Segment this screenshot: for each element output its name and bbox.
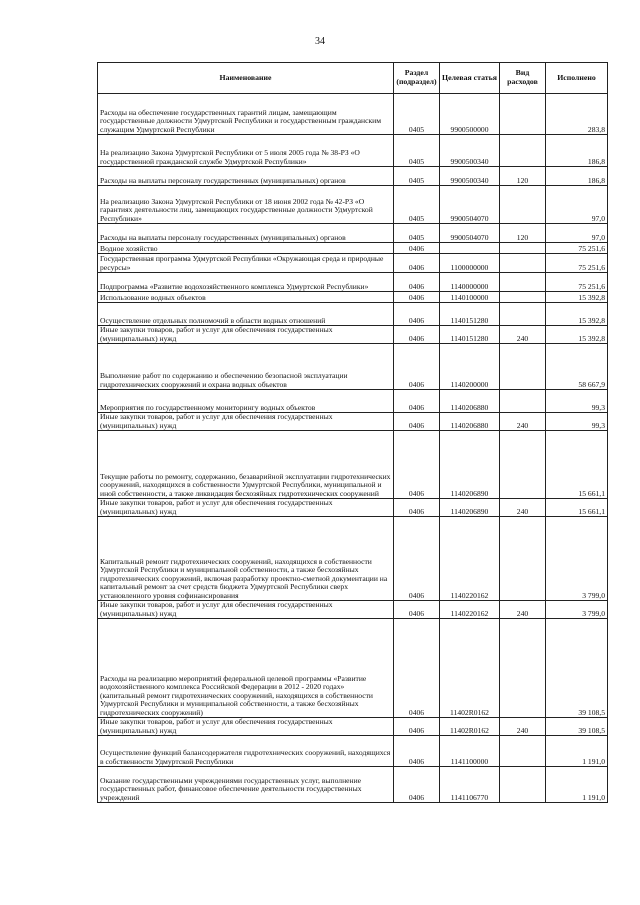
cell-type xyxy=(500,254,546,273)
cell-article: 1100000000 xyxy=(440,254,500,273)
table-row xyxy=(98,303,608,326)
cell-section: 0406 xyxy=(394,390,440,413)
cell-type xyxy=(500,767,546,803)
cell-executed: 186,8 xyxy=(546,167,608,186)
cell-executed: 15 392,8 xyxy=(546,303,608,326)
cell-type xyxy=(500,94,546,135)
cell-article: 1140151280 xyxy=(440,303,500,326)
cell-executed: 1 191,0 xyxy=(546,736,608,767)
page-number: 34 xyxy=(315,36,325,47)
cell-type xyxy=(500,736,546,767)
cell-name: Водное хозяйство xyxy=(98,243,394,254)
cell-type xyxy=(500,344,546,390)
cell-type xyxy=(500,390,546,413)
cell-article: 1140200000 xyxy=(440,344,500,390)
cell-executed: 39 108,5 xyxy=(546,718,608,736)
table-body xyxy=(98,94,608,803)
table-row xyxy=(98,767,608,803)
cell-section: 0405 xyxy=(394,186,440,224)
cell-type: 240 xyxy=(500,413,546,431)
cell-name: Иные закупки товаров, работ и услуг для обеспечения государственных (муниципальных) нужд xyxy=(98,326,394,344)
table-row xyxy=(98,186,608,224)
table-row xyxy=(98,718,608,736)
cell-article: 9900500340 xyxy=(440,135,500,167)
cell-type: 120 xyxy=(500,224,546,243)
cell-article: 9900500340 xyxy=(440,167,500,186)
cell-article: 1140206890 xyxy=(440,431,500,499)
cell-section: 0406 xyxy=(394,736,440,767)
cell-name: Расходы на выплаты персоналу государственных (муниципальных) органов xyxy=(98,224,394,243)
cell-executed: 1 191,0 xyxy=(546,767,608,803)
table-row xyxy=(98,167,608,186)
cell-article: 11402R0162 xyxy=(440,718,500,736)
table-row xyxy=(98,94,608,135)
cell-type: 120 xyxy=(500,167,546,186)
table-row xyxy=(98,431,608,499)
cell-type: 240 xyxy=(500,601,546,619)
table-row xyxy=(98,413,608,431)
cell-type xyxy=(500,303,546,326)
cell-name: Расходы на выплаты персоналу государственных (муниципальных) органов xyxy=(98,167,394,186)
cell-name: Расходы на обеспечение государственных гарантий лицам, замещающим государственные должности Удмуртской Республики и государственным гражданским служащим Удмуртской Республики xyxy=(98,94,394,135)
cell-article: 1140220162 xyxy=(440,517,500,601)
cell-executed: 15 661,1 xyxy=(546,431,608,499)
cell-type xyxy=(500,243,546,254)
cell-type: 240 xyxy=(500,326,546,344)
cell-name: На реализацию Закона Удмуртской Республики от 5 июля 2005 года № 38-РЗ «О государственной гражданской службе Удмуртской Республики» xyxy=(98,135,394,167)
cell-executed: 283,8 xyxy=(546,94,608,135)
cell-type xyxy=(500,292,546,303)
cell-section: 0406 xyxy=(394,326,440,344)
table-header-row xyxy=(98,63,608,94)
cell-article: 9900504070 xyxy=(440,224,500,243)
cell-name: Иные закупки товаров, работ и услуг для обеспечения государственных (муниципальных) нужд xyxy=(98,499,394,517)
cell-article: 1140220162 xyxy=(440,601,500,619)
cell-name: Иные закупки товаров, работ и услуг для обеспечения государственных (муниципальных) нужд xyxy=(98,601,394,619)
table-row xyxy=(98,243,608,254)
cell-executed: 3 799,0 xyxy=(546,517,608,601)
cell-section: 0406 xyxy=(394,619,440,718)
cell-section: 0405 xyxy=(394,135,440,167)
cell-name: Капитальный ремонт гидротехнических сооружений, находящихся в собственности Удмуртской Республики и муниципальной собственности, а также бесхозяйных гидротехнических сооружений, включая разработку проектно-сметной документации на капитальный ремонт за счет средств бюджета Удмуртской Республики сверх установленного уровня софинансирования xyxy=(98,517,394,601)
cell-executed: 15 661,1 xyxy=(546,499,608,517)
column-header-article: Целевая статья xyxy=(440,63,500,94)
cell-article: 1140206890 xyxy=(440,499,500,517)
cell-section: 0406 xyxy=(394,431,440,499)
cell-section: 0406 xyxy=(394,344,440,390)
cell-article: 1141100000 xyxy=(440,736,500,767)
cell-section: 0406 xyxy=(394,273,440,292)
table-row xyxy=(98,273,608,292)
cell-name: Текущие работы по ремонту, содержанию, безаварийной эксплуатации гидротехнических сооружений, находящихся в собственности Удмуртской Республики, муниципальной и иной собственности, а также ликвидация бесхозяйных гидротехнических сооружений xyxy=(98,431,394,499)
cell-executed: 58 667,9 xyxy=(546,344,608,390)
cell-article: 1140151280 xyxy=(440,326,500,344)
cell-section: 0405 xyxy=(394,224,440,243)
cell-article: 1140206880 xyxy=(440,390,500,413)
cell-section: 0406 xyxy=(394,292,440,303)
column-header-type: Вид расходов xyxy=(500,63,546,94)
cell-article xyxy=(440,243,500,254)
cell-type: 240 xyxy=(500,718,546,736)
table-row xyxy=(98,390,608,413)
cell-section: 0405 xyxy=(394,94,440,135)
table-row xyxy=(98,619,608,718)
cell-name: На реализацию Закона Удмуртской Республики от 18 июня 2002 года № 42-РЗ «О гарантиях деятельности лиц, замещающих государственные должности Удмуртской Республики» xyxy=(98,186,394,224)
cell-type xyxy=(500,619,546,718)
cell-article: 9900504070 xyxy=(440,186,500,224)
table-row xyxy=(98,517,608,601)
cell-section: 0406 xyxy=(394,243,440,254)
cell-type xyxy=(500,273,546,292)
cell-type xyxy=(500,135,546,167)
cell-executed: 15 392,8 xyxy=(546,292,608,303)
table-row xyxy=(98,601,608,619)
cell-executed: 186,8 xyxy=(546,135,608,167)
cell-article: 11402R0162 xyxy=(440,619,500,718)
cell-name: Использование водных объектов xyxy=(98,292,394,303)
cell-executed: 99,3 xyxy=(546,390,608,413)
cell-executed: 75 251,6 xyxy=(546,273,608,292)
cell-section: 0406 xyxy=(394,601,440,619)
cell-executed: 75 251,6 xyxy=(546,254,608,273)
cell-name: Иные закупки товаров, работ и услуг для обеспечения государственных (муниципальных) нужд xyxy=(98,413,394,431)
cell-executed: 97,0 xyxy=(546,186,608,224)
cell-section: 0406 xyxy=(394,413,440,431)
cell-section: 0406 xyxy=(394,303,440,326)
cell-type: 240 xyxy=(500,499,546,517)
cell-section: 0406 xyxy=(394,499,440,517)
cell-type xyxy=(500,517,546,601)
cell-section: 0405 xyxy=(394,167,440,186)
cell-name: Оказание государственными учреждениями государственных услуг, выполнение государственных работ, финансовое обеспечение деятельности государственных учреждений xyxy=(98,767,394,803)
cell-name: Осуществление функций балансодержателя гидротехнических сооружений, находящихся в собственности Удмуртской Республики xyxy=(98,736,394,767)
cell-name: Подпрограмма «Развитие водохозяйственного комплекса Удмуртской Республики» xyxy=(98,273,394,292)
cell-type xyxy=(500,186,546,224)
cell-article: 9900500000 xyxy=(440,94,500,135)
cell-name: Выполнение работ по содержанию и обеспечению безопасной эксплуатации гидротехнических сооружений и охрана водных объектов xyxy=(98,344,394,390)
column-header-section: Раздел (подраздел) xyxy=(394,63,440,94)
cell-executed: 99,3 xyxy=(546,413,608,431)
table-row xyxy=(98,254,608,273)
table-row xyxy=(98,326,608,344)
cell-article: 1140206880 xyxy=(440,413,500,431)
cell-article: 1140000000 xyxy=(440,273,500,292)
cell-article: 1140100000 xyxy=(440,292,500,303)
table-row xyxy=(98,224,608,243)
cell-type xyxy=(500,431,546,499)
cell-executed: 39 108,5 xyxy=(546,619,608,718)
cell-name: Иные закупки товаров, работ и услуг для обеспечения государственных (муниципальных) нужд xyxy=(98,718,394,736)
cell-executed: 15 392,8 xyxy=(546,326,608,344)
cell-name: Осуществление отдельных полномочий в области водных отношений xyxy=(98,303,394,326)
cell-article: 1141106770 xyxy=(440,767,500,803)
table-row xyxy=(98,736,608,767)
table-row xyxy=(98,135,608,167)
column-header-executed: Исполнено xyxy=(546,63,608,94)
table-row xyxy=(98,499,608,517)
budget-execution-table xyxy=(97,62,608,803)
cell-section: 0406 xyxy=(394,517,440,601)
cell-name: Расходы на реализацию мероприятий федеральной целевой программы «Развитие водохозяйственного комплекса Российской Федерации в 2012 - 2020 годах» (капитальный ремонт гидротехнических сооружений, находящихся в собственности Удмуртской Республики и муниципальной собственности, а также бесхозяйных гидротехнических сооружений) xyxy=(98,619,394,718)
cell-section: 0406 xyxy=(394,767,440,803)
cell-name: Мероприятия по государственному мониторингу водных объектов xyxy=(98,390,394,413)
cell-executed: 3 799,0 xyxy=(546,601,608,619)
cell-executed: 75 251,6 xyxy=(546,243,608,254)
table-row xyxy=(98,344,608,390)
cell-section: 0406 xyxy=(394,718,440,736)
column-header-name: Наименование xyxy=(98,63,394,94)
cell-name: Государственная программа Удмуртской Республики «Окружающая среда и природные ресурсы» xyxy=(98,254,394,273)
cell-executed: 97,0 xyxy=(546,224,608,243)
cell-section: 0406 xyxy=(394,254,440,273)
table-row xyxy=(98,292,608,303)
